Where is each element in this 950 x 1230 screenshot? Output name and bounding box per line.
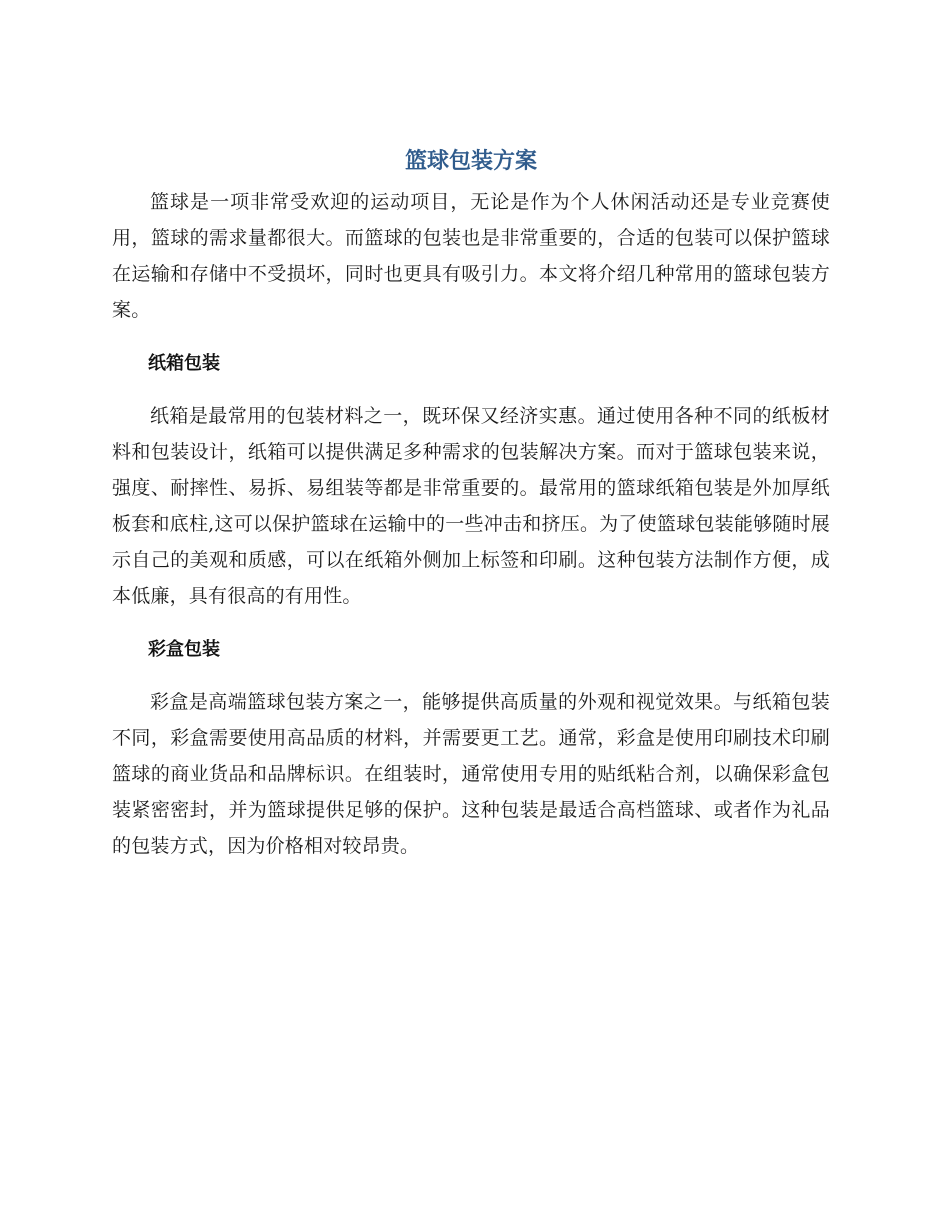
spacer	[112, 614, 830, 632]
document-title: 篮球包装方案	[404, 149, 537, 174]
section-body-carton: 纸箱是最常用的包装材料之一，既环保又经济实惠。通过使用各种不同的纸板材料和包装设计，纸箱可以提供满足多种需求的包装解决方案。而对于篮球包装来说，强度、耐摔性、易拆、易组装等都是非常重要的。最常用的篮球纸箱包装是外加厚纸板套和底柱,这可以保护篮球在运输中的一些冲击和挤压。为了使篮球包装能够随时展示自己的美观和质感，可以在纸箱外侧加上标签和印刷。这种包装方法制作方便，成本低廉，具有很高的有用性。	[112, 405, 830, 607]
spacer	[112, 668, 830, 684]
spacer	[112, 382, 830, 398]
section-heading-color-box: 彩盒包装	[148, 639, 220, 660]
document-body	[112, 140, 830, 864]
intro-paragraph: 篮球是一项非常受欢迎的运动项目，无论是作为个人休闲活动还是专业竞赛使用，篮球的需求量都很大。而篮球的包装也是非常重要的，合适的包装可以保护篮球在运输和存储中不受损坏，同时也更具有吸引力。本文将介绍几种常用的篮球包装方案。	[112, 191, 830, 321]
section-heading-carton: 纸箱包装	[148, 353, 220, 374]
spacer	[112, 328, 830, 346]
section-body-color-box: 彩盒是高端篮球包装方案之一，能够提供高质量的外观和视觉效果。与纸箱包装不同，彩盒需要使用高品质的材料，并需要更工艺。通常，彩盒是使用印刷技术印刷篮球的商业货品和品牌标识。在组装时，通常使用专用的贴纸粘合剂，以确保彩盒包装紧密密封，并为篮球提供足够的保护。这种包装是最适合高档篮球、或者作为礼品的包装方式，因为价格相对较昂贵。	[112, 691, 830, 857]
